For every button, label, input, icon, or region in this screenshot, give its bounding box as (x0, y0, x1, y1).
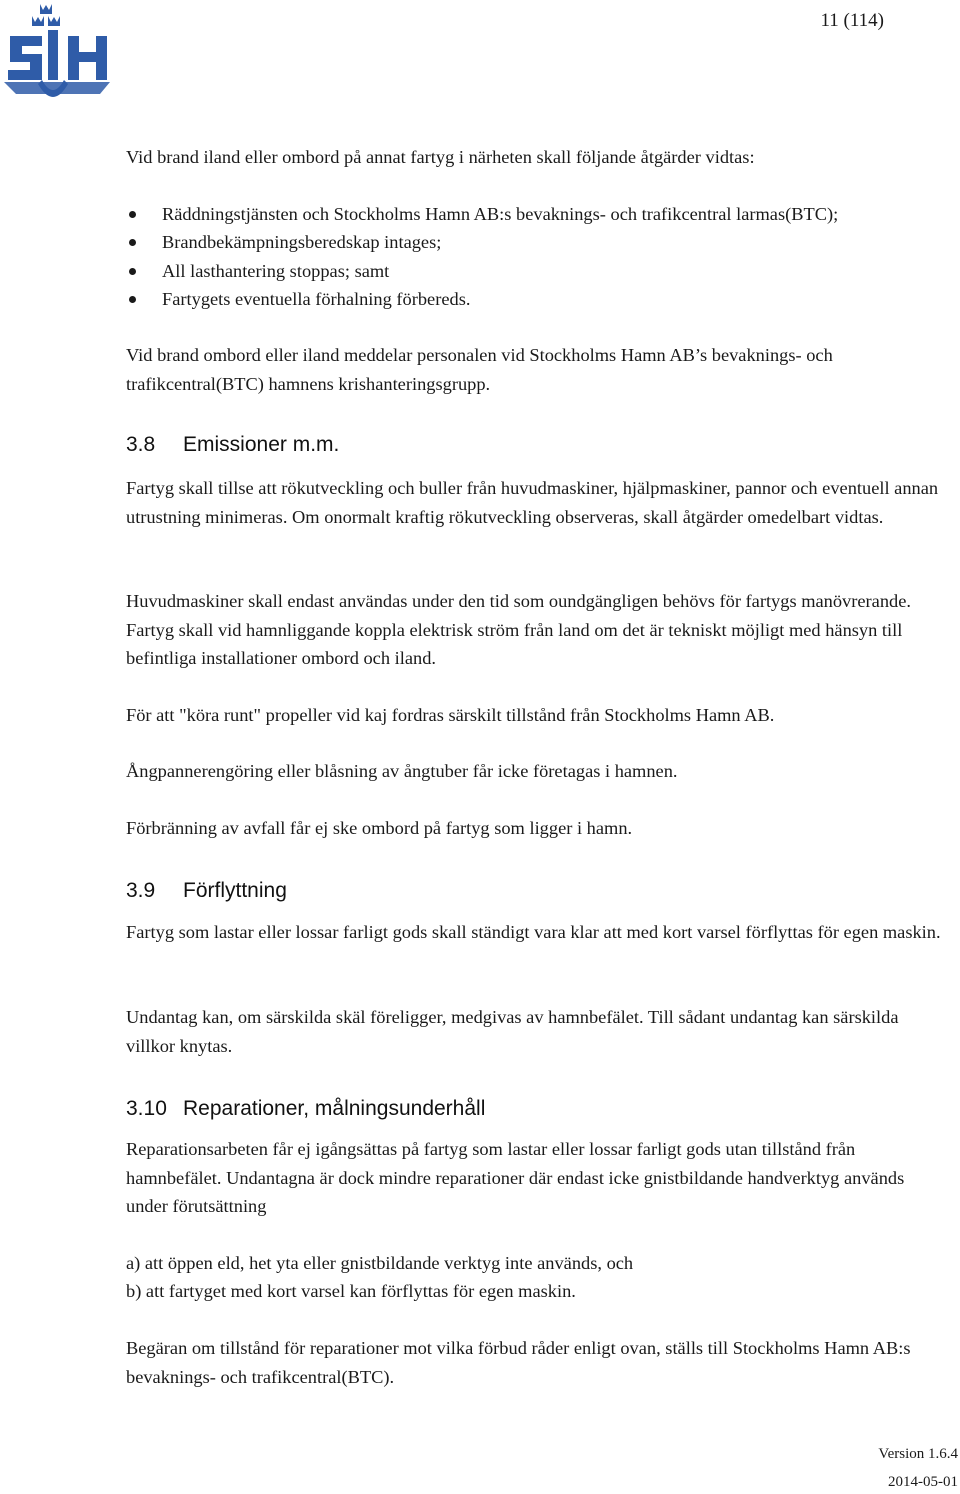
section-title: Förflyttning (183, 879, 287, 902)
list-item-b: b) att fartyget med kort varsel kan förflyttas för egen maskin. (126, 1281, 576, 1301)
list-item: Brandbekämpningsberedskap intages; (126, 228, 946, 256)
paragraph: Undantag kan, om särskilda skäl föreligger, medgivas av hamnbefälet. Till sådant undantag kan särskilda villkor knytas. (126, 1007, 899, 1056)
page-number: 11 (114) (820, 10, 884, 31)
section-heading-3-10 (126, 1094, 485, 1124)
bullet-list (126, 200, 946, 314)
section-heading-3-9 (126, 876, 287, 906)
sjh-logo-icon (2, 2, 114, 110)
list-item-a: a) att öppen eld, het yta eller gnistbildande verktyg inte används, och (126, 1253, 634, 1273)
paragraph: För att "köra runt" propeller vid kaj fordras särskilt tillstånd från Stockholms Hamn AB. (126, 705, 775, 725)
section-number: 3.9 (126, 879, 156, 902)
section-number: 3.10 (126, 1097, 167, 1120)
list-item: All lasthantering stoppas; samt (126, 257, 946, 285)
paragraph: Förbränning av avfall får ej ske ombord på fartyg som ligger i hamn. (126, 818, 633, 838)
paragraph: Begäran om tillstånd för reparationer mot vilka förbud råder enligt ovan, ställs till Stockholms Hamn AB:s bevaknings- och trafikcentral(BTC). (126, 1338, 911, 1387)
list-item: Fartygets eventuella förhalning förbereds. (126, 285, 946, 313)
section-number: 3.8 (126, 433, 156, 456)
section-title: Emissioner m.m. (183, 433, 340, 456)
section-heading-3-8 (126, 430, 339, 460)
section-title: Reparationer, målningsunderhåll (183, 1097, 486, 1120)
list-item: Räddningstjänsten och Stockholms Hamn AB:s bevaknings- och trafikcentral larmas(BTC); (126, 200, 946, 228)
paragraph: Huvudmaskiner skall endast användas under den tid som oundgängligen behövs för fartygs manövrerande. Fartyg skall vid hamnliggande koppla elektrisk ström från land om det är tekniskt möjligt med hänsyn till befintliga installationer ombord och iland. (126, 591, 911, 668)
footer-version: Version 1.6.4 (878, 1446, 958, 1462)
paragraph: Fartyg som lastar eller lossar farligt gods skall ständigt vara klar att med kort varsel förflyttas för egen maskin. (126, 922, 941, 942)
logo (2, 2, 114, 110)
paragraph: Reparationsarbeten får ej igångsättas på fartyg som lastar eller lossar farligt gods utan tillstånd från hamnbefälet. Undantagna är dock mindre reparationer där endast icke gnistbildande handverktyg används under förutsättning (126, 1139, 905, 1216)
footer-date: 2014-05-01 (888, 1474, 958, 1490)
notify-paragraph: Vid brand ombord eller iland meddelar personalen vid Stockholms Hamn AB’s bevaknings- och trafikcentral(BTC) hamnens krishanteringsgrupp. (126, 345, 833, 394)
paragraph: Ångpannerengöring eller blåsning av ångtuber får icke företagas i hamnen. (126, 761, 678, 781)
intro-paragraph: Vid brand iland eller ombord på annat fartyg i närheten skall följande åtgärder vidtas: (126, 147, 755, 167)
paragraph: Fartyg skall tillse att rökutveckling och buller från huvudmaskiner, hjälpmaskiner, pannor och eventuell annan utrustning minimeras. Om onormalt kraftig rökutveckling observeras, skall åtgärder omedelbart vidtas. (126, 478, 939, 527)
